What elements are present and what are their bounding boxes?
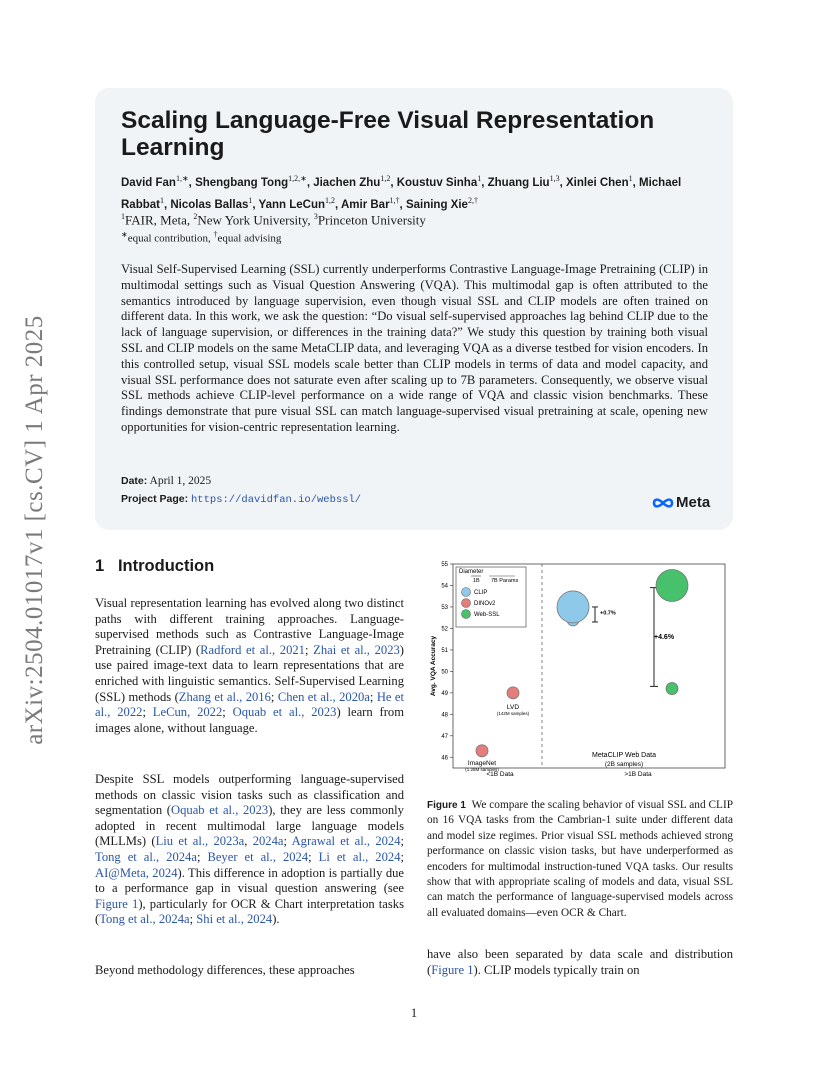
citation-link[interactable]: LeCun, 2022 [152,705,223,720]
author-list: David Fan$^{1,∗}$, Shengbang Tong$^{1,2,∗}$, Jiachen Zhu$^{1,2}$, Koustuv Sinha$^1$, Zhuang Liu$^{1,3}$, Xinlei Chen$^1$, Michael Rabbat$^1$, Nicolas Ballas$^1$, Yann LeCun$^{1,2}$, Amir Bar$^{1,\dagger}$, Saining Xie$^{2,\dagger}$ [121,174,682,211]
citation-link[interactable]: Figure 1 [431,962,474,977]
citation-link[interactable]: Beyer et al., 2024 [207,849,309,864]
meta-wordmark: Meta [676,494,711,511]
author-sup: 1,∗ [175,174,189,183]
author-name: Nicolas Ballas [170,198,249,211]
citation-link[interactable]: He et al., 2022 [95,689,405,720]
legend-size-label: 7B Params [491,578,519,584]
arxiv-id-text: arXiv:2504.01017v1 [cs.CV] 1 Apr 2025 [21,315,48,745]
y-tick-label: 48 [441,712,448,719]
figure-1-chart [425,558,729,786]
caption-text: We compare the scaling behavior of visual SSL and CLIP on 16 VQA tasks from the Cambrian-1 suite under different data and model size regimes. Prior visual SSL methods achieved strong performance on classic vision tasks, but have underperformed as encoders for multimodal instruction-tuned VQA tasks. Our results show that with appropriate scaling of models and data, visual SSL can match the performance of language-supervised models across all evaluated domains—even OCR & Chart. [427,799,733,919]
project-link[interactable]: https://davidfan.io/webssl/ [190,494,362,506]
y-tick-label: 52 [441,626,448,633]
citation-link[interactable]: Oquab et al., 2023 [232,705,337,720]
y-tick-label: 46 [441,755,448,762]
citation-link[interactable]: Figure 1 [95,896,139,911]
caption-label: Figure 1 [427,800,466,811]
citation-link[interactable]: 2024a [252,834,284,849]
section-number: 1 [95,557,105,575]
gain-label: +4.6% [654,634,675,642]
legend-entry: CLIP [474,590,488,597]
author-sup: 1,† [389,195,400,205]
note-sup: ∗ [121,230,128,239]
note-sup: † [213,230,218,239]
affil-name: New York University [197,212,308,228]
date-label: Date: [121,475,148,487]
intro-paragraph-2: Despite SSL models outperforming language-supervised methods on classic vision tasks such as classification and segmentation (Oquab et al., 2023), they are less commonly adopted in recent multimodal large language models (MLLMs) (Liu et al., 2023a, 2024a; Agrawal et al., 2024; Tong et al., 2024a; Beyer et al., 2024; Li et al., 2024; AI@Meta, 2024). This difference in adoption is partially due to a performance gap in visual question answering (see Figure 1), particularly for OCR & Chart interpretation tasks (Tong et al., 2024a; Shi et al., 2024). [95,772,405,927]
region-sublabel: (2B samples) [604,761,644,768]
x-category-label: <1B Data [486,771,514,778]
intro-paragraph-3: Beyond methodology differences, these approaches [95,963,355,977]
citation-link[interactable]: Li et al., 2024 [318,849,401,864]
date-line [121,475,211,487]
note-text: equal advising [217,232,282,245]
citation-link[interactable]: Tong et al., 2024a [99,912,190,927]
section-title: Introduction [117,557,215,575]
project-label: Project Page: [121,493,189,505]
data-point-clip [557,591,589,623]
data-point-web-ssl [666,683,678,695]
citation-link[interactable]: Agrawal et al., 2024 [291,834,401,849]
citation-link[interactable]: Oquab et al., 2023 [171,803,269,818]
author-name: Saining Xie [405,198,468,211]
date-value: April 1, 2025 [149,475,212,487]
right-column-text: have also been separated by data scale and distribution (Figure 1). CLIP models typically train on [427,947,733,977]
y-tick-label: 50 [441,669,448,676]
author-sup: 1,2 [325,195,335,205]
author-sup: 1 [477,174,482,183]
note-text: equal contribution [127,232,209,245]
author-sup: 1,3 [549,174,560,183]
legend-swatch [462,599,471,608]
y-axis-label: Avg. VQA Accuracy [430,635,437,697]
legend-swatch [462,610,471,619]
affil-name: Princeton University [317,212,426,228]
data-point-dinov2 [507,687,519,699]
point-sublabel: (142M samples) [496,710,530,716]
section-heading [95,557,214,576]
citation-link[interactable]: Chen et al., 2020a [277,689,370,704]
author-sup: 2,† [467,195,478,205]
author-sup: 1 [159,195,164,205]
gain-label: +0.7% [600,610,616,617]
citation-link[interactable]: Radford et al., 2021 [200,642,305,657]
author-name: Zhuang Liu [487,176,550,189]
paper-title: Scaling Language-Free Visual Representation Learning [121,107,655,161]
author-name: Yann LeCun [258,198,325,211]
author-name: Amir Bar [340,198,390,211]
region-label: MetaCLIP Web Data [592,752,656,759]
meta-infinity-icon [652,497,674,509]
y-tick-label: 47 [441,733,448,740]
author-name: Jiachen Zhu [313,176,381,189]
y-tick-label: 54 [441,583,448,590]
author-notes: ∗equal contribution, †equal advising [121,230,282,245]
author-name: Koustuv Sinha [396,176,478,189]
y-tick-label: 55 [441,562,448,569]
affil-sup: 1 [121,212,125,221]
y-tick-label: 49 [441,691,448,698]
arxiv-identifier [12,300,58,760]
author-name: Shengbang Tong [195,176,289,189]
affiliations: $^1$FAIR, Meta, $^2$New York University, $^3$Princeton University [121,212,426,228]
author-name: David Fan [121,176,176,189]
author-name: Michael Rabbat [121,176,682,211]
citation-link[interactable]: Zhai et al., 2023 [313,642,400,657]
legend-swatch [462,588,471,597]
legend-title: Diameter [459,569,484,575]
abstract: Visual Self-Supervised Learning (SSL) currently underperforms Contrastive Language-Image Pretraining (CLIP) in multimodal settings such as Visual Question Answering (VQA). This multimodal gap is often attributed to the semantics introduced by language supervision, even though visual SSL and CLIP models are often trained on different data. In this work, we ask the question: “Do visual self-supervised approaches lag behind CLIP due to the lack of language supervision, or differences in the training data?” We study this question by training both visual SSL and CLIP models on the same MetaCLIP data, and leveraging VQA as a diverse testbed for vision encoders. In this controlled setup, visual SSL models scale better than CLIP models in terms of data and model capacity, and visual SSL performance does not saturate even after scaling up to 7B parameters. Consequently, we observe visual SSL methods achieve CLIP-level performance on a wide range of VQA and classic vision benchmarks. These findings demonstrate that pure visual SSL can match language-supervised visual pretraining at scale, opening new opportunities for vision-centric representation learning. [121,262,708,434]
intro-paragraph-1: Visual representation learning has evolved along two distinct paths with different training approaches. Language-supervised methods such as Contrastive Language-Image Pretraining (CLIP) (Radford et al., 2021; Zhai et al., 2023) use paired image-text data to learn representations that are enriched with linguistic semantics. Self-Supervised Learning (SSL) methods (Zhang et al., 2016; Chen et al., 2020a; He et al., 2022; LeCun, 2022; Oquab et al., 2023) learn from images alone, without language. [95,596,405,735]
citation-link[interactable]: AI@Meta, 2024 [95,865,178,880]
author-sup: 1,2 [380,174,391,183]
point-label: LVD [506,703,520,711]
author-sup: 1,2,∗ [288,174,307,183]
author-sup: 1 [248,195,253,205]
meta-logo [652,494,710,511]
data-point-web-ssl [656,569,688,601]
x-category-label: >1B Data [624,771,652,778]
affil-name: FAIR, Meta [125,212,187,228]
page-number: 1 [410,1006,418,1020]
y-tick-label: 51 [441,648,448,655]
point-sublabel: (1.28M samples) [465,766,499,772]
y-tick-label: 53 [441,605,448,612]
legend-size-label: 1B [473,578,480,584]
affil-sup: 2 [193,212,198,221]
legend-entry: Web-SSL [474,612,500,619]
legend-entry: DINOv2 [474,601,496,608]
affil-sup: 3 [313,212,318,221]
author-name: Xinlei Chen [565,176,629,189]
author-sup: 1 [628,174,633,183]
citation-link[interactable]: Tong et al., 2024a [95,849,197,864]
citation-link[interactable]: Liu et al., 2023a [155,834,245,849]
data-point-dinov2 [476,745,488,757]
project-line [121,493,361,506]
point-label: ImageNet [467,759,497,767]
citation-link[interactable]: Zhang et al., 2016 [178,689,271,704]
figure-caption [427,798,733,921]
citation-link[interactable]: Shi et al., 2024 [196,912,273,927]
